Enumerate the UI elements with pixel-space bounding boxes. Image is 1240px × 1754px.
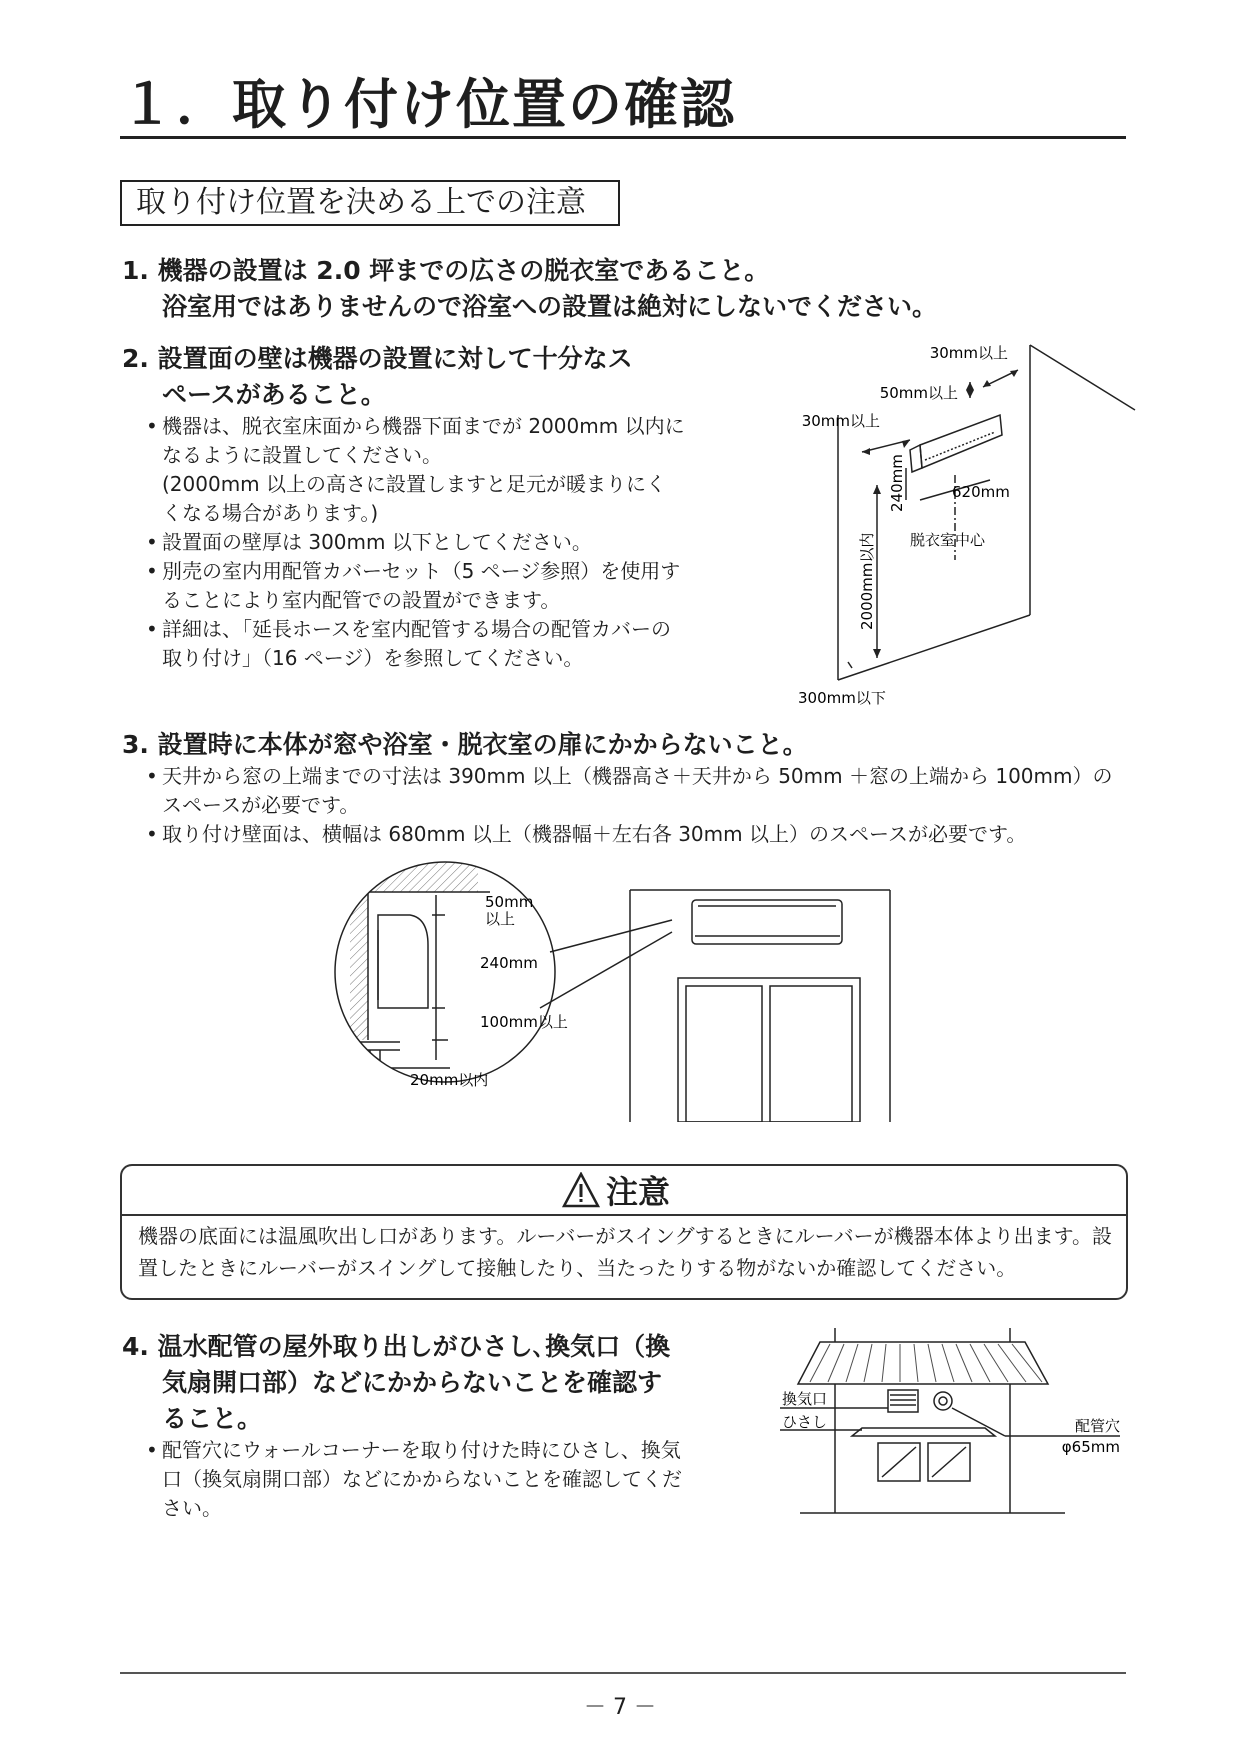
item4-bullet-1: • 配管穴にウォールコーナーを取り付けた時にひさし、換気口（換気扇開口部）などにかからないことを確認してください。: [140, 1436, 685, 1523]
caution-body: 機器の底面には温風吹出し口があります。ルーバーがスイングするときにルーバーが機器本体より出ます。設置したときにルーバーがスイングして接触したり、当たったりする物がないか確認してください。: [138, 1224, 1112, 1280]
label-floor-height: 2000mm以内: [858, 532, 876, 630]
label-side-clearance: 30mm以上: [801, 412, 880, 430]
caution-box: [120, 1164, 1128, 1300]
item4-line1: 4. 温水配管の屋外取り出しがひさし､換気口（換: [122, 1332, 671, 1361]
section-heading: 取り付け位置を決める上での注意: [120, 180, 620, 226]
caution-heading: [562, 1170, 670, 1210]
item2-line2: ペースがあること。: [162, 380, 386, 409]
label-pipe-hole: 配管穴: [1074, 1417, 1120, 1435]
label-eave: ひさし: [782, 1413, 828, 1431]
footer-divider: [120, 1672, 1126, 1674]
item4-line2: 気扇開口部）などにかからないことを確認す: [162, 1368, 663, 1397]
label-width: 620mm: [952, 483, 1010, 501]
item3-bullet-2: • 取り付け壁面は、横幅は 680mm 以上（機器幅＋左右各 30mm 以上）のスペースが必要です。: [140, 820, 1130, 849]
label-depth: 20mm以内: [410, 1071, 489, 1089]
warning-icon: [562, 1172, 600, 1208]
item3-bullet-1: • 天井から窓の上端までの寸法は 390mm 以上（機器高さ＋天井から 50mm ＋窓の上端から 100mm）のスペースが必要です。: [140, 762, 1130, 820]
label-vent: 換気口: [782, 1390, 828, 1408]
exterior-wall-diagram: [780, 1328, 1130, 1528]
page-number: － 7 －: [584, 1695, 656, 1720]
label-ceiling-gap: 50mm: [485, 893, 534, 911]
label-unit-height: 240mm: [480, 954, 538, 972]
label-wall-thickness: 300mm以下: [798, 689, 886, 707]
label-door-gap: 100mm以上: [480, 1013, 568, 1031]
title-divider: [120, 136, 1126, 139]
item2-bullet-3: • 別売の室内用配管カバーセット（5 ページ参照）を使用することにより室内配管での設置ができます。: [140, 557, 685, 615]
item2-line1: 2. 設置面の壁は機器の設置に対して十分なス: [122, 344, 633, 373]
item3-bullets: [140, 762, 1130, 849]
caution-title: 注意: [606, 1173, 671, 1211]
label-ceiling-clearance: 50mm以上: [879, 384, 958, 402]
item4-line3: ること。: [162, 1404, 263, 1433]
installation-clearance-diagram: [790, 340, 1140, 710]
caution-header: [122, 1166, 1126, 1216]
item2-bullet-4: • 詳細は、「延長ホースを室内配管する場合の配管カバーの取り付け」（16 ページ）を参照してください。: [140, 615, 685, 673]
page-title: １．取り付け位置の確認: [120, 73, 736, 136]
window-clearance-diagram: [330, 860, 910, 1122]
item3-line1: 3. 設置時に本体が窓や浴室・脱衣室の扉にかからないこと。: [122, 730, 808, 759]
label-center: 脱衣室中心: [910, 531, 986, 549]
label-pipe-diameter: φ65mm: [1061, 1438, 1120, 1456]
item2-bullet-note: (2000mm 以上の高さに設置しますと足元が暖まりにくくなる場合があります。): [162, 472, 667, 525]
item2-bullets: [140, 412, 685, 673]
item2-bullet-2: • 設置面の壁厚は 300mm 以下としてください。: [140, 528, 685, 557]
label-top-clearance: 30mm以上: [929, 344, 1008, 362]
item4-bullets: [140, 1436, 685, 1523]
item1-line1: 1. 機器の設置は 2.0 坪までの広さの脱衣室であること。: [122, 256, 770, 285]
label-ceiling-gap-suffix: 以上: [485, 910, 516, 928]
label-height: 240mm: [888, 454, 906, 512]
item2-bullet-1: • 機器は、脱衣室床面から機器下面までが 2000mm 以内になるように設置してください。: [140, 412, 685, 470]
item1-line2: 浴室用ではありませんので浴室への設置は絶対にしないでください。: [162, 292, 938, 321]
